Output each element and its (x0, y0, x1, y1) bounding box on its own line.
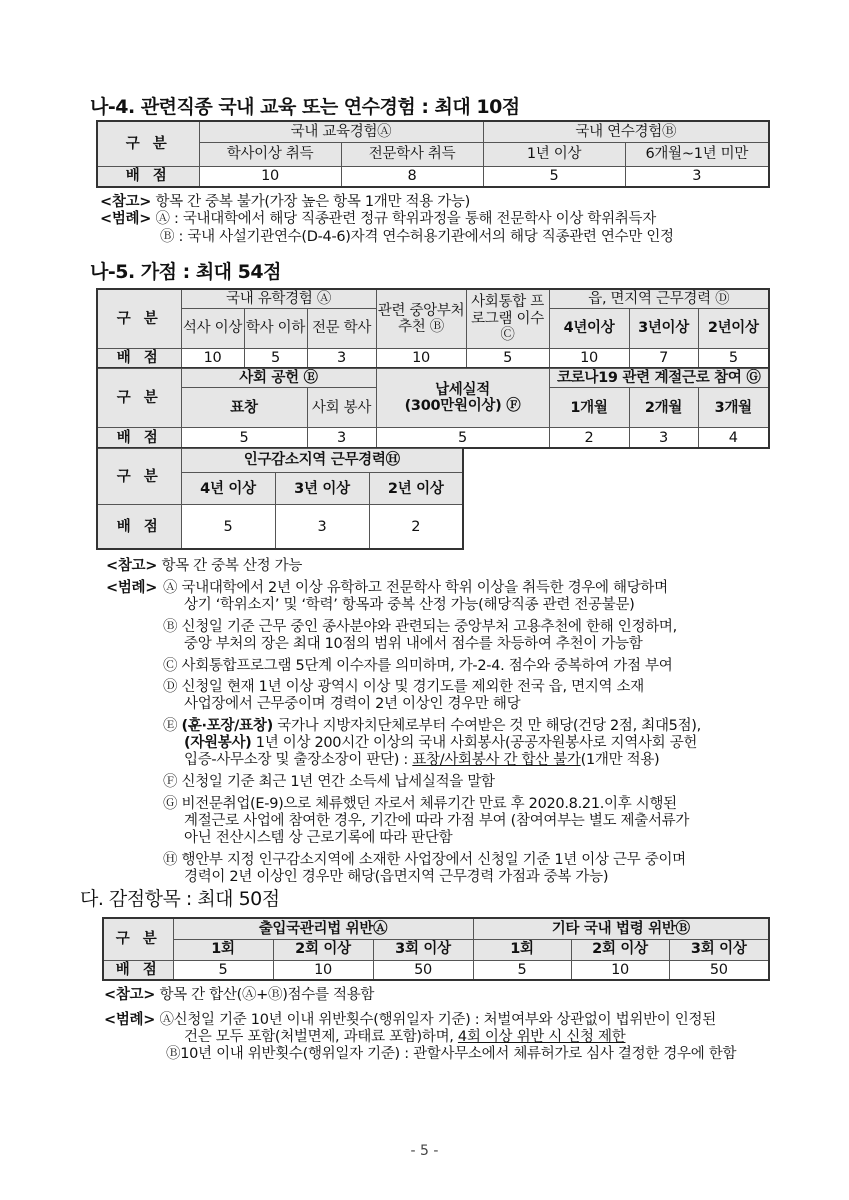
legend-item-b: Ⓑ : 국내 사설기관연수(D-4-6)자격 연수허용기관에서의 해당 직종관련 연수만 인정 (160, 229, 674, 245)
row-header: 구 분 (97, 121, 199, 166)
legend-text: 1년 이상 200시간 이상의 국내 사회봉사(공공자원봉사로 지역사회 공헌 (251, 735, 698, 751)
legend-item-f: Ⓕ 신청일 기준 최근 1년 연간 소득세 납세실적을 말함 (163, 774, 495, 790)
column-header: 6개월~1년 미만 (625, 142, 769, 166)
score-cell: 10 (181, 348, 244, 368)
column-header: 3년이상 (629, 308, 698, 348)
score-cell: 5 (173, 960, 273, 980)
reference-tag: <참고> (104, 987, 156, 1003)
column-header: 석사 이상 (181, 308, 244, 348)
score-cell: 3 (307, 348, 376, 368)
legend-underlined: 표창/사회봉사 간 합산 불가 (412, 752, 581, 768)
group-header-rural: 읍, 면지역 근무경력 Ⓓ (549, 289, 769, 308)
column-header: 표창 (181, 388, 307, 428)
score-cell: 3 (275, 505, 369, 549)
legend-item-a: Ⓐ : 국내대학에서 해당 직종관련 정규 학위과정을 통해 전문학사 이상 학위취득자 (155, 211, 656, 227)
note-legend-n4 (100, 211, 656, 228)
score-cell: 5 (244, 348, 307, 368)
column-header: 2회 이상 (273, 939, 373, 960)
legend-item-e-line3 (184, 752, 659, 769)
score-cell: 5 (483, 166, 625, 187)
group-header: 출입국관리법 위반Ⓐ (173, 918, 473, 939)
legend-item-h-line1: Ⓗ 행안부 지정 인구감소지역에 소재한 사업장에서 신청일 기준 1년 이상 근무 중이며 (163, 852, 686, 868)
row-header: 구 분 (97, 449, 181, 505)
score-cell: 10 (376, 348, 466, 368)
score-cell: 5 (473, 960, 571, 980)
section-title-n5: 나-5. 가점 : 최대 54점 (90, 261, 281, 283)
legend-text: 입증-사무소장 및 출장소장이 판단) : (184, 752, 413, 768)
group-header-study: 국내 유학경험 Ⓐ (181, 289, 376, 308)
group-header-covid: 코로나19 관련 계절근로 참여 Ⓖ (549, 369, 769, 388)
column-header-integration: 사회통합 프로그램 이수 Ⓒ (466, 289, 549, 348)
column-header: 1개월 (549, 388, 629, 428)
reference-tag: <참고> (100, 194, 152, 210)
score-cell: 10 (571, 960, 669, 980)
row-header: 구 분 (103, 918, 173, 960)
score-cell: 10 (549, 348, 629, 368)
legend-item-d-line1: Ⓓ 신청일 현재 1년 이상 광역시 이상 및 경기도를 제외한 전국 읍, 면지역 소재 (163, 679, 644, 695)
legend-tag-n5 (106, 580, 157, 597)
score-cell: 10 (273, 960, 373, 980)
legend-item-a-line1 (104, 1012, 716, 1029)
legend-underlined: 4회 이상 위반 시 신청 제한 (457, 1029, 626, 1045)
legend-bold: (훈·포장/표창) (181, 718, 273, 734)
row-header: 구 분 (97, 289, 181, 348)
column-header: 2년이상 (698, 308, 769, 348)
legend-item-e-line2 (184, 735, 697, 752)
score-cell: 5 (376, 428, 549, 448)
legend-text: 국가나 지방자치단체로부터 수여받은 것 만 해당(건당 2점, 최대5점), (272, 718, 701, 734)
column-header: 사회 봉사 (307, 388, 376, 428)
score-label: 배 점 (97, 505, 181, 549)
legend-item-a-line2 (184, 1029, 625, 1046)
score-cell: 2 (369, 505, 463, 549)
table-bonus-1 (96, 288, 770, 369)
table-domestic-education (96, 120, 770, 188)
group-header-population: 인구감소지역 근무경력Ⓗ (181, 449, 463, 473)
column-header: 2개월 (629, 388, 698, 428)
score-cell: 3 (307, 428, 376, 448)
legend-text: (1개만 적용) (580, 752, 660, 768)
column-header: 1년 이상 (483, 142, 625, 166)
column-header: 4년이상 (549, 308, 629, 348)
reference-text: 항목 간 합산(Ⓐ+Ⓑ)점수를 적용함 (159, 987, 375, 1003)
column-header-tax (376, 369, 549, 428)
score-label: 배 점 (97, 428, 181, 448)
page-number: - 5 - (410, 1143, 439, 1159)
score-cell: 3 (625, 166, 769, 187)
note-reference-d (104, 987, 374, 1004)
legend-text: 건은 모두 포함(처벌면제, 과태료 포함)하며, (184, 1029, 458, 1045)
column-header: 3회 이상 (669, 939, 769, 960)
row-header: 구 분 (97, 369, 181, 428)
column-header: 3회 이상 (373, 939, 473, 960)
legend-tag: <범례> (104, 1012, 156, 1028)
column-header: 3개월 (698, 388, 769, 428)
score-cell: 5 (466, 348, 549, 368)
legend-item-g-line3: 아닌 전산시스템 상 근로기록에 따라 판단함 (184, 830, 453, 846)
score-cell: 10 (199, 166, 341, 187)
note-reference-n5 (106, 558, 302, 575)
group-header: 기타 국내 법령 위반Ⓑ (473, 918, 769, 939)
group-header-social: 사회 공헌 Ⓔ (181, 369, 376, 388)
column-header: 2회 이상 (571, 939, 669, 960)
reference-text: 항목 간 중복 불가(가장 높은 항목 1개만 적용 가능) (155, 194, 470, 210)
column-header: 1회 (473, 939, 571, 960)
score-cell: 5 (698, 348, 769, 368)
legend-tag: <범례> (106, 580, 158, 596)
legend-item-h-line2: 경력이 2년 이상인 경우만 해당(읍면지역 근무경력 가점과 중복 가능) (184, 869, 609, 885)
tax-label-line2: (300만원이상) Ⓕ (404, 398, 521, 415)
score-cell: 7 (629, 348, 698, 368)
legend-item-c: Ⓒ 사회통합프로그램 5단계 이수자를 의미하며, 가-2-4. 점수와 중복하여 가점 부여 (163, 658, 673, 674)
score-cell: 8 (341, 166, 483, 187)
legend-item-b: Ⓑ10년 이내 위반횟수(행위일자 기준) : 관할사무소에서 체류허가로 심사 결정한 경우에 한함 (166, 1046, 737, 1062)
score-cell: 50 (373, 960, 473, 980)
score-cell: 2 (549, 428, 629, 448)
legend-item-b-line2: 중앙 부처의 장은 최대 10점의 범위 내에서 점수를 차등하여 추천이 가능함 (184, 636, 643, 652)
legend-item-a-line1: Ⓐ 국내대학에서 2년 이상 유학하고 전문학사 학위 이상을 취득한 경우에 해당하며 (163, 580, 668, 596)
column-header: 4년 이상 (181, 473, 275, 505)
legend-tag: <범례> (100, 211, 152, 227)
legend-item-d-line2: 사업장에서 근무중이며 경력이 2년 이상인 경우만 해당 (184, 696, 521, 712)
legend-marker: Ⓔ (163, 718, 178, 734)
legend-item-b-line1: Ⓑ 신청일 기준 근무 중인 종사분야와 관련되는 중앙부처 고용추천에 한해 인정하며, (163, 619, 677, 635)
legend-item-e-line1 (163, 718, 701, 735)
column-header-ministry: 관련 중앙부처 추천 Ⓑ (376, 289, 466, 348)
legend-item-g-line2: 계절근로 사업에 참여한 경우, 기간에 따라 가점 부여 (참여여부는 별도 제출서류가 (184, 813, 690, 829)
reference-tag: <참고> (106, 558, 158, 574)
column-header: 2년 이상 (369, 473, 463, 505)
legend-text: Ⓐ신청일 기준 10년 이내 위반횟수(행위일자 기준) : 처벌여부와 상관없이 법위반이 인정된 (159, 1012, 716, 1028)
section-title-d: 다. 감점항목 : 최대 50점 (80, 888, 280, 910)
table-bonus-2 (96, 368, 770, 449)
score-cell: 50 (669, 960, 769, 980)
section-title-n4: 나-4. 관련직종 국내 교육 또는 연수경험 : 최대 10점 (90, 96, 520, 118)
score-cell: 3 (629, 428, 698, 448)
column-header: 1회 (173, 939, 273, 960)
score-cell: 4 (698, 428, 769, 448)
legend-bold: (자원봉사) (184, 735, 252, 751)
reference-text: 항목 간 중복 산정 가능 (161, 558, 303, 574)
group-header: 국내 교육경험Ⓐ (199, 121, 483, 142)
score-cell: 5 (181, 505, 275, 549)
table-penalty (102, 917, 770, 981)
column-header: 전문학사 취득 (341, 142, 483, 166)
legend-item-g-line1: Ⓖ 비전문취업(E-9)으로 체류했던 자로서 체류기간 만료 후 2020.8.21.이후 시행된 (163, 796, 677, 812)
column-header: 학사 이하 (244, 308, 307, 348)
table-bonus-3 (96, 448, 464, 550)
note-reference-n4 (100, 194, 470, 211)
column-header: 3년 이상 (275, 473, 369, 505)
column-header: 학사이상 취득 (199, 142, 341, 166)
score-label: 배 점 (97, 348, 181, 368)
column-header: 전문 학사 (307, 308, 376, 348)
score-label: 배 점 (97, 166, 199, 187)
score-label: 배 점 (103, 960, 173, 980)
tax-label-line1: 납세실적 (435, 381, 490, 398)
score-cell: 5 (181, 428, 307, 448)
group-header: 국내 연수경험Ⓑ (483, 121, 769, 142)
legend-item-a-line2: 상기 ‘학위소지’ 및 ‘학력’ 항목과 중복 산정 가능(해당직종 관련 전공불문) (184, 597, 635, 613)
